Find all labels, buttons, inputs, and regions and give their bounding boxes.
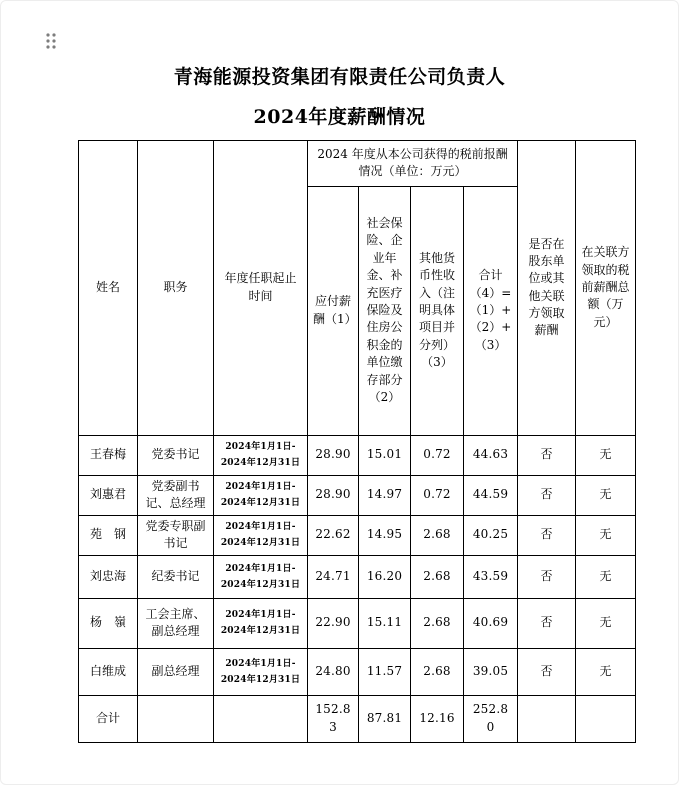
term-start: 2024年1月1日-: [225, 658, 296, 669]
cell-payable: 24.80: [308, 648, 359, 695]
cell-position: 党委副书记、总经理: [138, 475, 214, 515]
cell-term: [214, 515, 308, 555]
cell-related-amount: 无: [576, 555, 636, 598]
term-start: 2024年1月1日-: [225, 522, 296, 532]
cell-other: 2.68: [411, 515, 464, 555]
term-start: 2024年1月1日-: [225, 563, 296, 574]
cell-name: 杨 嶺: [79, 598, 138, 648]
col-header-position: 职务: [138, 140, 214, 435]
cell-related-amount: 无: [576, 515, 636, 555]
total-row: [79, 695, 636, 742]
cell-insurance: 11.57: [359, 648, 411, 695]
cell-total: 40.69: [464, 598, 518, 648]
col-header-term: 年度任职起止时间: [214, 140, 308, 435]
cell-total: 40.25: [464, 515, 518, 555]
cell-payable: 24.71: [308, 555, 359, 598]
cell-total: 43.59: [464, 555, 518, 598]
cell-term: [214, 648, 308, 695]
cell-related: 否: [518, 648, 576, 695]
cell-blank: [518, 695, 576, 742]
cell-payable: 28.90: [308, 475, 359, 515]
cell-related: 否: [518, 598, 576, 648]
cell-name: 苑 钢: [79, 515, 138, 555]
col-header-pretax-group: 2024 年度从本公司获得的税前报酬情况（单位：万元）: [308, 140, 518, 186]
term-start: 2024年1月1日-: [225, 482, 296, 492]
term-end: 2024年12月31日: [220, 626, 301, 637]
document-header: [0, 0, 679, 129]
cell-term: [214, 555, 308, 598]
table-row: [79, 598, 636, 648]
cell-grand-total: 252.80: [464, 695, 518, 742]
table-row: [79, 515, 636, 555]
cell-insurance: 14.97: [359, 475, 411, 515]
cell-related: 否: [518, 435, 576, 475]
cell-insurance: 15.01: [359, 435, 411, 475]
col-header-related-party: 是否在股东单位或其他关联方领取薪酬: [518, 140, 576, 435]
term-end: 2024年12月31日: [220, 498, 301, 509]
cell-position: 党委书记: [138, 435, 214, 475]
term-end: 2024年12月31日: [220, 538, 301, 549]
cell-other: 2.68: [411, 648, 464, 695]
cell-related: 否: [518, 555, 576, 598]
cell-position: 党委专职副书记: [138, 515, 214, 555]
table-row: [79, 555, 636, 598]
col-header-related-amount: 在关联方领取的税前薪酬总额（万元）: [576, 140, 636, 435]
cell-related: 否: [518, 515, 576, 555]
col-header-name: 姓名: [79, 140, 138, 435]
col-header-payable: 应付薪酬（1）: [308, 186, 359, 435]
doc-title-line1: 青海能源投资集团有限责任公司负责人: [173, 66, 506, 88]
cell-name: 王春梅: [79, 435, 138, 475]
header-row-group: [79, 140, 636, 186]
col-header-sum: 合计（4）=（1）+（2）+（3）: [464, 186, 518, 435]
doc-title-line2: 2024年度薪酬情况: [253, 105, 426, 128]
cell-position: 工会主席、副总经理: [138, 598, 214, 648]
term-end: 2024年12月31日: [220, 458, 301, 469]
cell-insurance: 14.95: [359, 515, 411, 555]
term-end: 2024年12月31日: [220, 674, 301, 685]
cell-term: [214, 598, 308, 648]
cell-other: 0.72: [411, 475, 464, 515]
cell-other-total: 12.16: [411, 695, 464, 742]
cell-insurance: 15.11: [359, 598, 411, 648]
cell-insurance-total: 87.81: [359, 695, 411, 742]
cell-blank: [576, 695, 636, 742]
cell-term: [214, 435, 308, 475]
cell-blank: [138, 695, 214, 742]
cell-total: 39.05: [464, 648, 518, 695]
cell-other: 2.68: [411, 598, 464, 648]
term-start: 2024年1月1日-: [225, 610, 296, 620]
cell-total: 44.63: [464, 435, 518, 475]
table-row: [79, 648, 636, 695]
cell-name: 白维成: [79, 648, 138, 695]
cell-related-amount: 无: [576, 475, 636, 515]
drag-handle-icon[interactable]: [44, 31, 58, 51]
cell-related-amount: 无: [576, 435, 636, 475]
cell-other: 2.68: [411, 555, 464, 598]
cell-other: 0.72: [411, 435, 464, 475]
cell-position: 副总经理: [138, 648, 214, 695]
table-row: [79, 435, 636, 475]
cell-insurance: 16.20: [359, 555, 411, 598]
col-header-social-insurance: 社会保险、企业年金、补充医疗保险及住房公积金的单位缴存部分（2）: [359, 186, 411, 435]
cell-total: 44.59: [464, 475, 518, 515]
drag-handle-dots: [44, 31, 58, 51]
cell-related-amount: 无: [576, 648, 636, 695]
table-row: [79, 475, 636, 515]
term-start: 2024年1月1日-: [225, 442, 296, 452]
cell-payable: 22.90: [308, 598, 359, 648]
cell-blank: [214, 695, 308, 742]
cell-position: 纪委书记: [138, 555, 214, 598]
cell-related: 否: [518, 475, 576, 515]
cell-name: 刘忠海: [79, 555, 138, 598]
col-header-other-monetary: 其他货币性收入（注明具体项目并分列）（3）: [411, 186, 464, 435]
cell-total-label: 合计: [79, 695, 138, 742]
term-end: 2024年12月31日: [220, 579, 301, 590]
cell-payable-total: 152.83: [308, 695, 359, 742]
cell-term: [214, 475, 308, 515]
cell-payable: 22.62: [308, 515, 359, 555]
cell-name: 刘惠君: [79, 475, 138, 515]
cell-related-amount: 无: [576, 598, 636, 648]
salary-table: [78, 140, 636, 743]
cell-payable: 28.90: [308, 435, 359, 475]
